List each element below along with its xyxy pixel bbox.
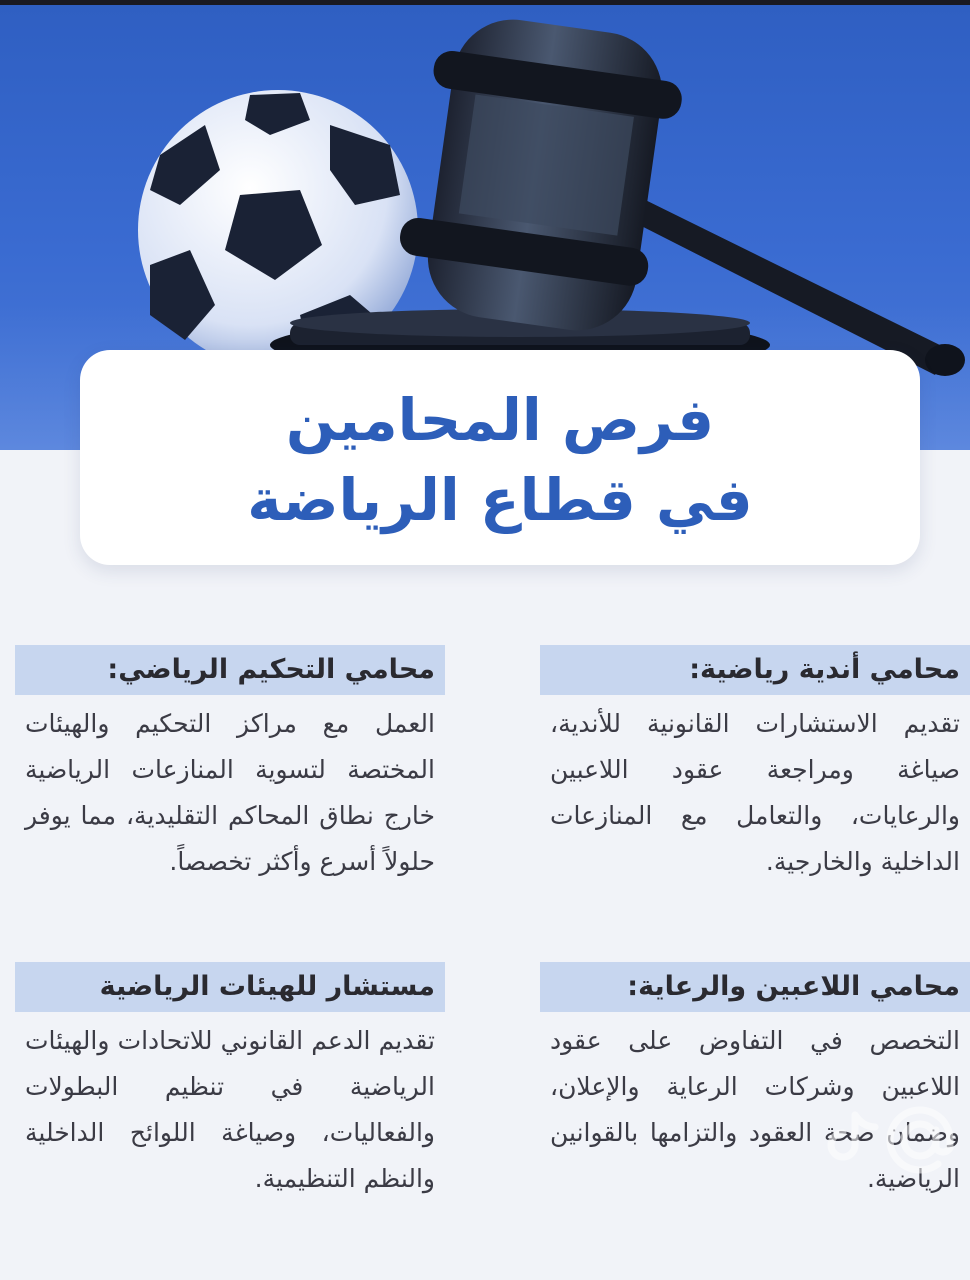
section-sports-arbitration-lawyer — [15, 645, 445, 885]
watermark-icon — [815, 1105, 955, 1175]
title-card — [80, 350, 920, 565]
section-body: العمل مع مراكز التحكيم والهيئات المختصة لتسوية المنازعات الرياضية خارج نطاق المحاكم التقليدية، مما يوفر حلولاً أسرع وأكثر تخصصاً. — [25, 709, 435, 876]
section-heading: محامي اللاعبين والرعاية: — [540, 962, 970, 1012]
page-title-line1: فرص المحامين — [285, 386, 715, 454]
section-body: التخصص في التفاوض على عقود اللاعبين وشركات الرعاية والإعلان، وضمان صحة العقود والتزامها بالقوانين الرياضية. — [550, 1026, 960, 1193]
section-heading: محامي أندية رياضية: — [540, 645, 970, 695]
section-heading: مستشار للهيئات الرياضية — [15, 962, 445, 1012]
section-sports-clubs-lawyer — [540, 645, 970, 885]
section-body: تقديم الدعم القانوني للاتحادات والهيئات الرياضية في تنظيم البطولات والفعاليات، وصياغة اللوائح الداخلية والنظم التنظيمية. — [25, 1026, 435, 1193]
section-sports-bodies-advisor — [15, 962, 445, 1202]
page-title-line2: في قطاع الرياضة — [247, 466, 753, 534]
section-heading: محامي التحكيم الرياضي: — [15, 645, 445, 695]
watermark-logo — [815, 1105, 955, 1179]
section-body: تقديم الاستشارات القانونية للأندية، صياغة ومراجعة عقود اللاعبين والرعايات، والتعامل مع المنازعات الداخلية والخارجية. — [550, 709, 960, 876]
